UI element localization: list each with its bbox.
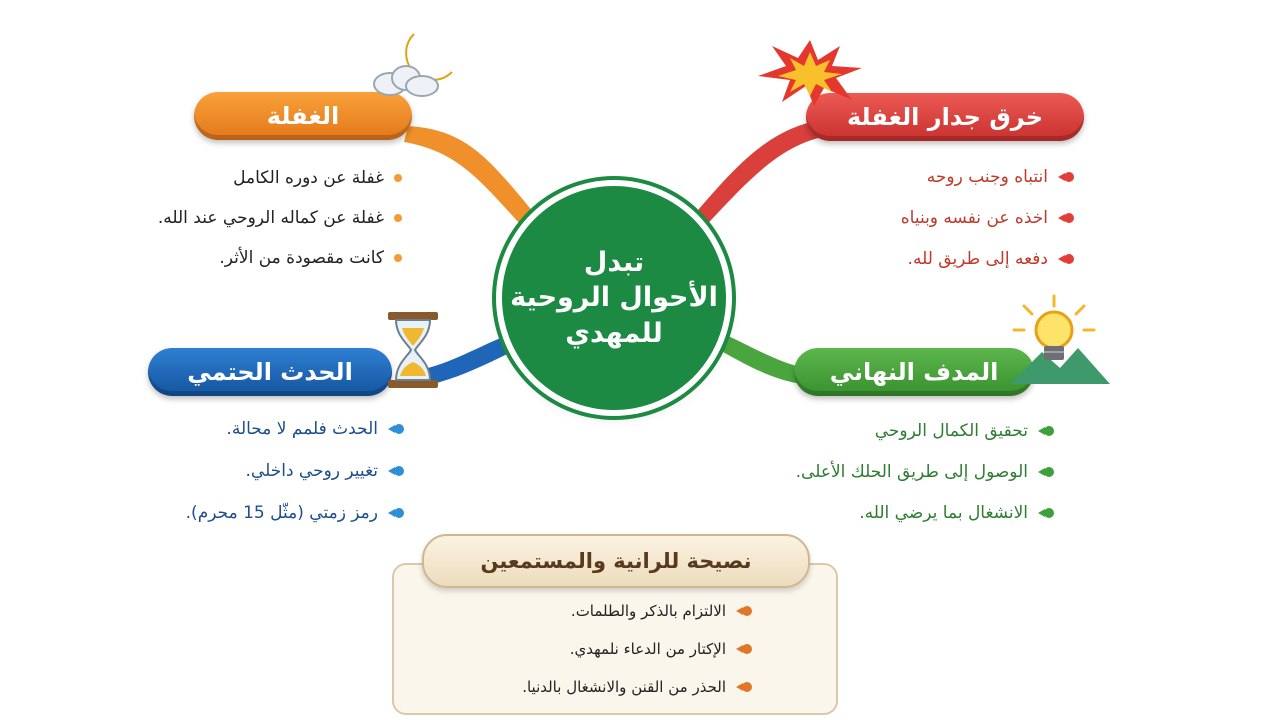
branch-title-ghafla: الغفلة	[194, 92, 412, 140]
list-goal	[796, 410, 1054, 533]
list-item	[158, 238, 402, 278]
branch-title-breaking: خرق جدار الغفلة	[806, 93, 1084, 141]
item-text: رمز زمتي (مثّل 15 محرم).	[185, 503, 378, 523]
center-title: تبدل الأحوال الروحية للمهدي	[510, 247, 718, 349]
list-ghafla	[158, 158, 402, 278]
item-text: الوصول إلى طريق الحلك الأعلى.	[795, 461, 1028, 482]
item-text: غفلة عن كماله الروحي عند الله.	[157, 208, 384, 228]
list-item	[796, 492, 1054, 533]
list-item	[186, 408, 404, 450]
bullet-arrow-icon	[1058, 213, 1074, 223]
advice-title: نصيحة للرانية والمستمعين	[422, 534, 810, 588]
list-item	[186, 450, 404, 492]
item-text: دفعه إلى طريق لله.	[907, 248, 1048, 269]
list-item	[186, 492, 404, 534]
center-node	[502, 186, 726, 410]
hourglass-icon	[384, 310, 442, 390]
connector-breaking	[688, 120, 826, 232]
bullet-arrow-icon	[736, 606, 752, 616]
item-text: الحذر من القنن والانشغال بالدنيا.	[522, 678, 726, 696]
crescent-moon-cloud-icon	[368, 28, 464, 100]
bullet-arrow-icon	[1038, 508, 1054, 518]
item-text: اخذه عن نفسه وبنياه	[900, 207, 1048, 228]
item-text: الإكتار من الدعاء نلمهدي.	[569, 640, 726, 658]
list-item	[901, 197, 1074, 238]
branch-title-goal: المدف النهاني	[794, 348, 1034, 396]
list-item	[901, 156, 1074, 197]
bullet-arrow-icon	[736, 682, 752, 692]
branch-title-event: الحدث الحتمي	[148, 348, 392, 396]
bullet-dot-icon	[394, 214, 402, 222]
bullet-arrow-icon	[388, 508, 404, 518]
bullet-arrow-icon	[1058, 172, 1074, 182]
item-text: الحدث فلمم لا محالة.	[226, 419, 378, 439]
list-breaking	[901, 156, 1074, 279]
list-item	[158, 158, 402, 198]
bullet-dot-icon	[394, 174, 402, 182]
bullet-arrow-icon	[736, 644, 752, 654]
list-item	[158, 198, 402, 238]
list-item	[901, 238, 1074, 279]
item-text: تغيير روحي داخلي.	[245, 461, 378, 481]
connector-ghafla	[404, 126, 548, 242]
connector-goal	[710, 330, 805, 384]
list-item	[796, 410, 1054, 451]
bullet-arrow-icon	[1058, 254, 1074, 264]
item-text: تحقيق الكمال الروحي	[874, 420, 1028, 441]
list-advice	[522, 592, 752, 706]
list-item	[522, 592, 752, 630]
item-text: الالتزام بالذكر والطلمات.	[570, 602, 726, 620]
bullet-arrow-icon	[388, 466, 404, 476]
list-item	[796, 451, 1054, 492]
bullet-arrow-icon	[1038, 426, 1054, 436]
bullet-dot-icon	[394, 254, 402, 262]
bullet-arrow-icon	[388, 424, 404, 434]
item-text: الانشغال بما يرضي الله.	[859, 502, 1028, 523]
item-text: كانت مقصودة من الأثر.	[219, 248, 384, 268]
lightbulb-icon	[1002, 292, 1112, 388]
item-text: انتباه وجنب روحه	[926, 166, 1048, 187]
list-item	[522, 630, 752, 668]
bullet-arrow-icon	[1038, 467, 1054, 477]
item-text: غفلة عن دوره الكامل	[233, 168, 384, 188]
list-event	[186, 408, 404, 534]
explosion-icon	[754, 38, 866, 108]
list-item	[522, 668, 752, 706]
